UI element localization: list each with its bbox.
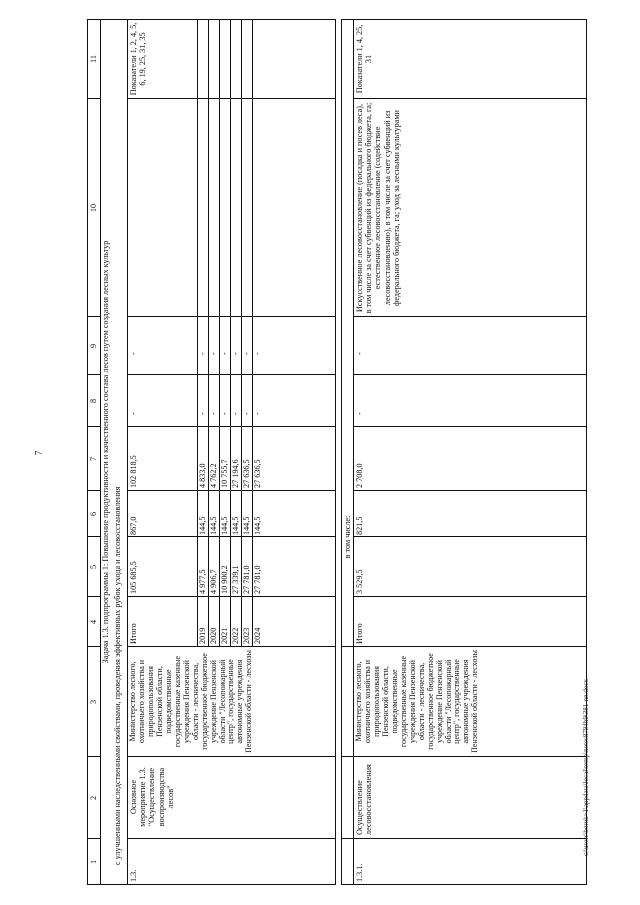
col-line — [127, 374, 335, 375]
col-line — [342, 646, 587, 647]
row-line — [208, 19, 209, 647]
col-line — [342, 838, 587, 839]
row-1-3-indicators: Показатели 1, 2, 4, 5, 6, 19, 25, 31, 35 — [129, 22, 148, 96]
year-c5: 27 781,0 — [253, 565, 262, 594]
row-line — [197, 19, 198, 647]
col-line — [353, 490, 587, 491]
row-1-3-1-result: Искусственное лесовосстановление (посадка и посев леса), в том числе за счет субвенций из федерального бюджета, га; естественное лесовосстановление (содействие лесовосстановлению), в том числе за счет субвенций из федерального бюджета, га; уход за лесными культурами — [355, 102, 401, 314]
year-c7: 27 636,5 — [253, 459, 262, 488]
row-1-3-1-executor: Министерство лесного, охотничьего хозяйства и природопользования Пензенской области, подведомственные государственные казенные учреждения Пензенской области - лесничества, государственное бюджетное учреждение Пензенской области "Лесопожарный центр", государственные автономные учреждения Пензенской области - лесхозы — [354, 650, 480, 753]
year-c9: - — [242, 352, 251, 355]
col-line — [87, 316, 100, 317]
col-line — [342, 756, 587, 757]
col-line — [353, 316, 587, 317]
year-c7: 4 833,0 — [198, 463, 207, 488]
year-c7: 27 636,5 — [242, 459, 251, 488]
col-line — [127, 98, 335, 99]
row-1-3-total-c5: 105 685,5 — [129, 561, 138, 594]
year-cell: 2024 — [253, 627, 262, 644]
row-1-3-1-c6: 821,5 — [355, 516, 364, 535]
year-cell: 2019 — [198, 627, 207, 644]
year-c8: - — [209, 412, 218, 415]
year-c5: 4 977,5 — [198, 569, 207, 594]
year-c9: - — [231, 352, 240, 355]
year-cell: 2023 — [242, 627, 251, 644]
col-num-11: 11 — [89, 55, 98, 63]
task-header-line2: с улучшенными наследственными свойствами, проведения эффективных рубок ухода и лесовосстановления — [113, 486, 122, 865]
col-num-5: 5 — [89, 564, 98, 570]
year-c6: 144,5 — [242, 516, 251, 535]
row-line — [219, 19, 220, 647]
row-1-3-total-c8: - — [129, 412, 138, 415]
col-num-10: 10 — [89, 203, 98, 213]
year-cell: 2020 — [209, 627, 218, 644]
year-c8: - — [253, 412, 262, 415]
row-line — [252, 19, 253, 647]
program-table — [87, 19, 587, 885]
col-num-1: 1 — [89, 859, 98, 865]
col-num-4: 4 — [89, 619, 98, 625]
col-line — [87, 646, 100, 647]
col-line — [127, 316, 335, 317]
row-1-3-1-number: 1.3.1. — [355, 863, 364, 882]
year-c6: 144,5 — [198, 516, 207, 535]
col-num-6: 6 — [89, 511, 98, 517]
col-line — [127, 596, 335, 597]
row-1-3-1-c9: - — [355, 352, 364, 355]
row-1-3-total-c9: - — [129, 352, 138, 355]
col-line — [127, 838, 335, 839]
footer-file-path: c:\users\borok~1\appdata\local\temp\notes8794b9\381-nn.docx — [582, 679, 590, 856]
row-1-3-total-label: Итого — [129, 623, 138, 644]
task-header-line1: Задача 1.3. подпрограммы 1: Повышение продуктивности и качественного состава лесов путем создания лесных культур — [101, 240, 110, 664]
col-line — [87, 426, 100, 427]
col-line — [87, 756, 100, 757]
col-line — [127, 756, 335, 757]
year-c9: - — [198, 352, 207, 355]
col-line — [127, 490, 335, 491]
col-line — [87, 596, 100, 597]
row-1-3-1-total-label: Итого — [355, 623, 364, 644]
section-gap — [335, 19, 342, 885]
year-cell: 2022 — [231, 627, 240, 644]
year-c8: - — [220, 412, 229, 415]
year-c7: 10 755,7 — [220, 459, 229, 488]
col-line — [353, 536, 587, 537]
year-cell: 2021 — [220, 627, 229, 644]
in-that-number-label: в том числе: — [343, 515, 352, 559]
col-line — [87, 536, 100, 537]
row-line — [241, 19, 242, 647]
col-line — [127, 646, 335, 647]
row-1-3-total-c7: 102 818,5 — [129, 455, 138, 488]
col-line — [87, 98, 100, 99]
col-line — [87, 838, 100, 839]
year-c6: 144,5 — [209, 516, 218, 535]
year-c6: 144,5 — [231, 516, 240, 535]
year-c6: 144,5 — [220, 516, 229, 535]
year-c7: 4 762,2 — [209, 463, 218, 488]
row-1-3-1-indicators: Показатели 1, 4, 25, 31 — [355, 24, 374, 94]
row-1-3-1-name: Осуществление лесовосстановления — [355, 764, 374, 835]
row-1-3-total-c6: 867,0 — [129, 516, 138, 535]
row-1-3-1-c5: 3 529,5 — [355, 569, 364, 594]
year-c9: - — [209, 352, 218, 355]
year-c7: 27 194,6 — [231, 459, 240, 488]
col-line — [127, 426, 335, 427]
col-line — [87, 374, 100, 375]
col-line — [87, 490, 100, 491]
row-1-3-number: 1.3. — [129, 869, 138, 882]
year-c5: 10 900,2 — [220, 565, 229, 594]
row-1-3-name: Основное мероприятие 1.3. "Осуществление воспроизводства лесов" — [129, 767, 175, 827]
col-num-3: 3 — [89, 699, 98, 705]
col-line — [353, 374, 587, 375]
year-c5: 27 339,1 — [231, 565, 240, 594]
year-c9: - — [220, 352, 229, 355]
col-line — [353, 98, 587, 99]
year-c5: 4 906,7 — [209, 569, 218, 594]
col-num-7: 7 — [89, 456, 98, 462]
col-line — [127, 536, 335, 537]
year-c8: - — [198, 412, 207, 415]
col-num-8: 8 — [89, 398, 98, 404]
year-c8: - — [231, 412, 240, 415]
year-c8: - — [242, 412, 251, 415]
col-line — [353, 596, 587, 597]
year-c9: - — [253, 352, 262, 355]
year-c6: 144,5 — [253, 516, 262, 535]
col-line — [353, 426, 587, 427]
col-num-9: 9 — [89, 343, 98, 349]
col-num-2: 2 — [89, 795, 98, 801]
row-1-3-1-c8: - — [355, 412, 364, 415]
year-c5: 27 781,0 — [242, 565, 251, 594]
row-1-3-executor: Министерство лесного, охотничьего хозяйства и природопользования Пензенской области, подведомственные государственные казенные учреждения Пензенской области - лесничества, государственное бюджетное учреждение Пензенской области "Лесопожарный центр", государственные автономные учреждения Пензенской области - лесхозы — [128, 650, 254, 753]
row-1-3-1-c7: 2 708,0 — [355, 463, 364, 488]
page-number: 7 — [33, 450, 44, 456]
row-line — [230, 19, 231, 647]
